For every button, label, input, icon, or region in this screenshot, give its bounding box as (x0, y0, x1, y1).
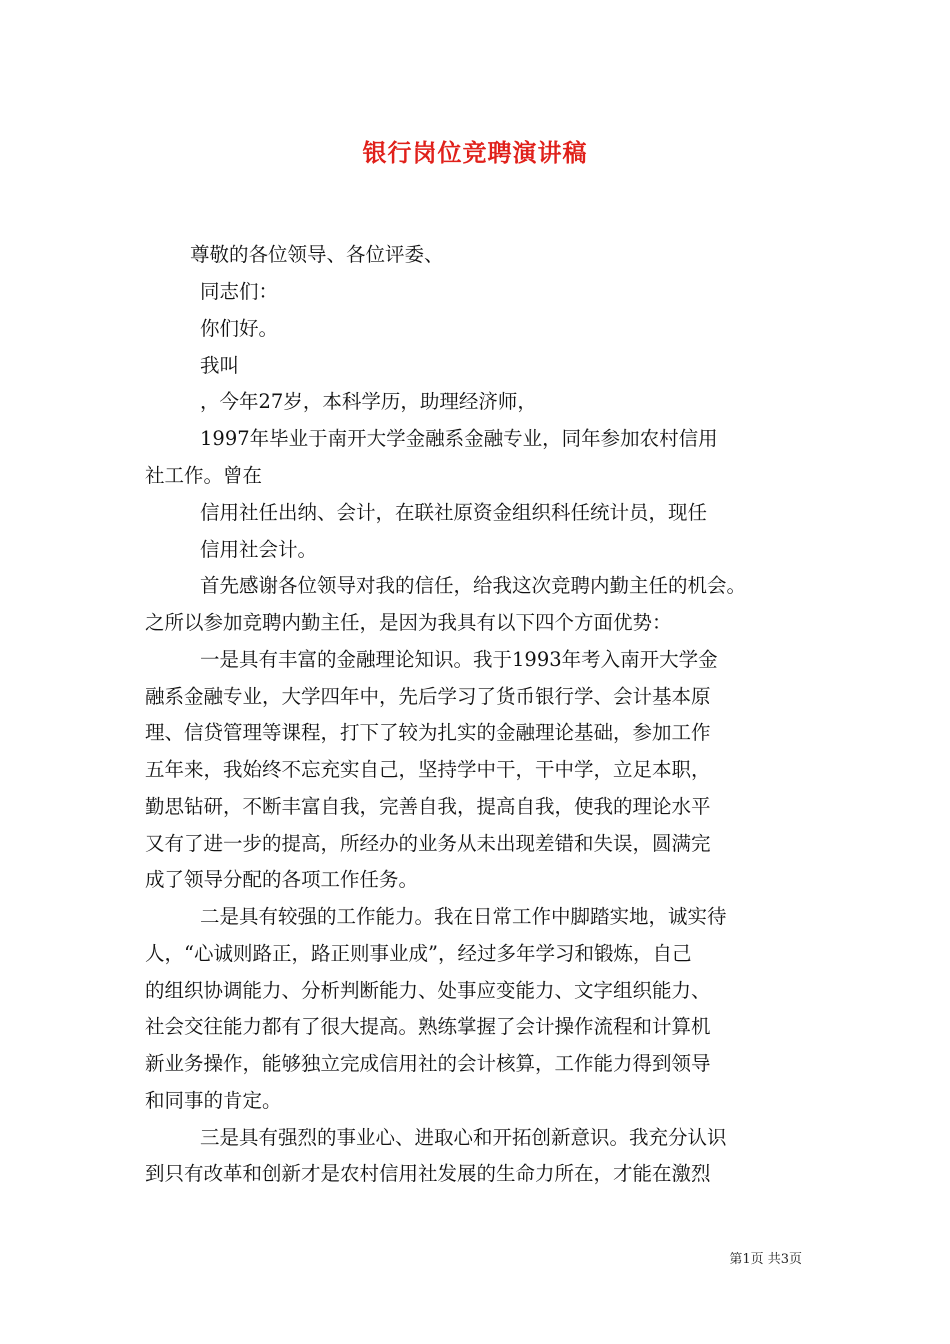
text-line: 新业务操作，能够独立完成信用社的会计核算，工作能力得到领导 (145, 1052, 711, 1075)
text-line: 信用社会计。 (200, 538, 318, 561)
text-line: 首先感谢各位领导对我的信任，给我这次竞聘内勤主任的机会。 (200, 574, 747, 597)
text-line: ，今年27岁，本科学历，助理经济师， (200, 390, 537, 413)
text-line: 到只有改革和创新才是农村信用社发展的生命力所在，才能在激烈 (145, 1162, 711, 1185)
text-line: 人，“心诚则路正，路正则事业成”，经过多年学习和锻炼，自己 (145, 942, 692, 965)
text-line: 的组织协调能力、分析判断能力、处事应变能力、文字组织能力、 (145, 979, 711, 1002)
text-line: 和同事的肯定。 (145, 1089, 282, 1112)
text-line: 尊敬的各位领导、各位评委、 (190, 243, 444, 266)
text-line: 社工作。曾在 (145, 464, 263, 487)
text-line: 三是具有强烈的事业心、进取心和开拓创新意识。我充分认识 (200, 1126, 727, 1149)
text-line: 1997年毕业于南开大学金融系金融专业，同年参加农村信用 (200, 427, 718, 450)
page-number: 第1页 共3页 (729, 1252, 802, 1267)
text-line: 融系金融专业，大学四年中，先后学习了货币银行学、会计基本原 (145, 685, 711, 708)
text-line: 勤思钻研，不断丰富自我，完善自我，提高自我，使我的理论水平 (145, 795, 711, 818)
text-line: 成了领导分配的各项工作任务。 (145, 868, 419, 891)
document-title: 银行岗位竞聘演讲稿 (362, 138, 588, 167)
text-line: 你们好。 (200, 317, 279, 340)
text-line: 理、信贷管理等课程，打下了较为扎实的金融理论基础，参加工作 (145, 721, 711, 744)
text-line: 同志们： (200, 280, 279, 303)
text-line: 社会交往能力都有了很大提高。熟练掌握了会计操作流程和计算机 (145, 1015, 711, 1038)
text-line: 又有了进一步的提高，所经办的业务从未出现差错和失误，圆满完 (145, 832, 711, 855)
text-line: 二是具有较强的工作能力。我在日常工作中脚踏实地，诚实待 (200, 905, 727, 928)
text-line: 之所以参加竞聘内勤主任，是因为我具有以下四个方面优势： (145, 611, 672, 634)
text-line: 五年来，我始终不忘充实自己，坚持学中干，干中学，立足本职， (145, 758, 711, 781)
text-line: 一是具有丰富的金融理论知识。我于1993年考入南开大学金 (200, 648, 718, 671)
text-line: 我叫 (200, 354, 240, 377)
text-line: 信用社任出纳、会计，在联社原资金组织科任统计员，现任 (200, 501, 708, 524)
